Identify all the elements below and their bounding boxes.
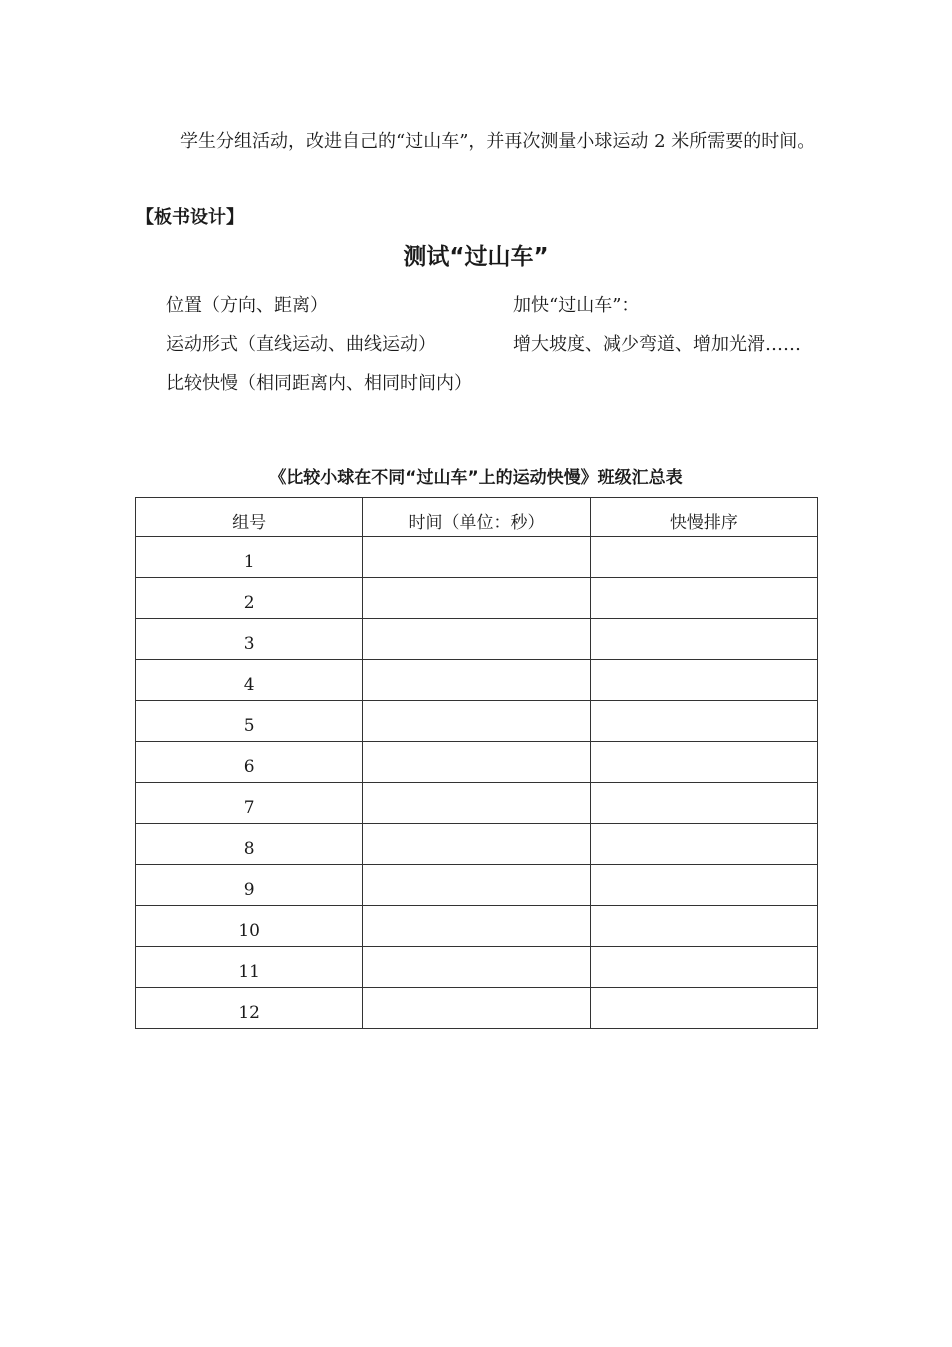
table-row	[136, 537, 818, 578]
board-design-heading: 【板书设计】	[136, 207, 244, 228]
board-left-line-1: 位置（方向、距离）	[166, 295, 328, 316]
board-left-line-3: 比较快慢（相同距离内、相同时间内）	[166, 373, 472, 394]
rank-cell	[590, 660, 817, 701]
board-right-line-2: 增大坡度、减少弯道、增加光滑……	[513, 334, 801, 355]
intro-paragraph	[142, 122, 822, 162]
rank-cell	[590, 537, 817, 578]
time-cell	[363, 865, 590, 906]
time-cell	[363, 988, 590, 1029]
time-cell	[363, 537, 590, 578]
rank-cell	[590, 988, 817, 1029]
time-cell	[363, 742, 590, 783]
table-title: 《比较小球在不同“过山车”上的运动快慢》班级汇总表	[269, 468, 683, 488]
time-cell	[363, 660, 590, 701]
rank-cell	[590, 701, 817, 742]
board-right-line-1: 加快“过山车”：	[513, 295, 640, 316]
group-number-cell: 1	[136, 537, 363, 578]
rank-cell	[590, 619, 817, 660]
table-row	[136, 578, 818, 619]
group-number-cell: 11	[136, 947, 363, 988]
rank-cell	[590, 824, 817, 865]
table-row	[136, 742, 818, 783]
group-number-cell: 7	[136, 783, 363, 824]
intro-text: 学生分组活动，改进自己的“过山车”，并再次测量小球运动 2 米所需要的时间。	[180, 131, 816, 152]
table-row	[136, 783, 818, 824]
rank-cell	[590, 947, 817, 988]
header-time: 时间（单位：秒）	[363, 498, 590, 537]
rank-cell	[590, 906, 817, 947]
table-row	[136, 660, 818, 701]
header-group: 组号	[136, 498, 363, 537]
group-number-cell: 8	[136, 824, 363, 865]
table-header-row	[136, 498, 818, 537]
time-cell	[363, 824, 590, 865]
board-left-line-2: 运动形式（直线运动、曲线运动）	[166, 334, 436, 355]
time-cell	[363, 619, 590, 660]
group-number-cell: 6	[136, 742, 363, 783]
table-row	[136, 619, 818, 660]
table-row	[136, 988, 818, 1029]
group-number-cell: 2	[136, 578, 363, 619]
table-row	[136, 824, 818, 865]
group-number-cell: 3	[136, 619, 363, 660]
time-cell	[363, 906, 590, 947]
table-row	[136, 865, 818, 906]
group-number-cell: 5	[136, 701, 363, 742]
table-row	[136, 701, 818, 742]
header-rank: 快慢排序	[590, 498, 817, 537]
rank-cell	[590, 742, 817, 783]
time-cell	[363, 783, 590, 824]
time-cell	[363, 578, 590, 619]
table-row	[136, 906, 818, 947]
time-cell	[363, 701, 590, 742]
board-title: 测试“过山车”	[403, 244, 549, 270]
group-number-cell: 10	[136, 906, 363, 947]
rank-cell	[590, 783, 817, 824]
rank-cell	[590, 578, 817, 619]
rank-cell	[590, 865, 817, 906]
group-number-cell: 12	[136, 988, 363, 1029]
summary-table	[135, 497, 818, 1029]
time-cell	[363, 947, 590, 988]
group-number-cell: 9	[136, 865, 363, 906]
group-number-cell: 4	[136, 660, 363, 701]
table-row	[136, 947, 818, 988]
